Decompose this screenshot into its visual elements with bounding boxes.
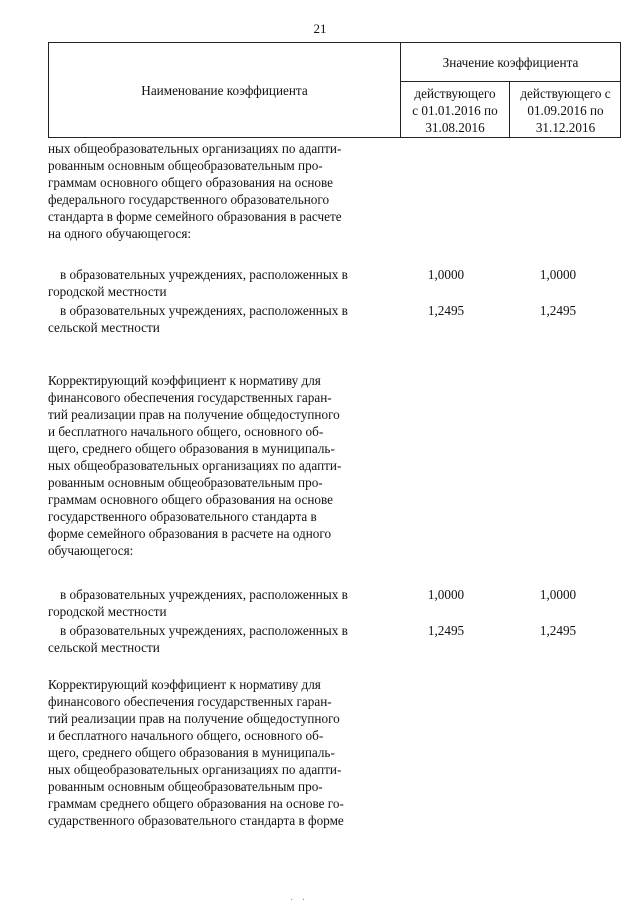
row-label-line: городской местности [48, 604, 167, 619]
period-2-line: 01.09.2016 по [527, 103, 604, 118]
text-line: Корректирующий коэффициент к нормативу для [48, 373, 321, 388]
text-line: финансового обеспечения государственных гаран- [48, 694, 332, 709]
period-1-line: 31.08.2016 [425, 120, 485, 135]
text-line: и бесплатного начального общего, основного об- [48, 424, 324, 439]
coefficient-description-1 [48, 140, 394, 242]
value-period-1: 1,0000 [427, 267, 465, 282]
value-period-1: 1,0000 [427, 587, 465, 602]
coefficient-value-header: Значение коэффициента [401, 43, 620, 82]
row-label-line: городской местности [48, 284, 167, 299]
period-2-line: действующего с [520, 86, 611, 101]
value-period-1: 1,2495 [427, 303, 465, 318]
row-label-line: сельской местности [48, 640, 160, 655]
text-line: рованным основным общеобразовательным про- [48, 475, 323, 490]
text-line: граммам среднего общего образования на основе го- [48, 796, 344, 811]
scan-specks: · · [290, 895, 309, 906]
text-line: финансового обеспечения государственных гаран- [48, 390, 332, 405]
value-period-2: 1,2495 [539, 303, 577, 318]
text-line: тий реализации прав на получение общедоступного [48, 711, 340, 726]
text-line: рованным основным общеобразовательным про- [48, 158, 323, 173]
row-label-line: в образовательных учреждениях, расположенных в [60, 267, 348, 282]
row-rural-2 [48, 622, 394, 656]
period-1-header [401, 82, 510, 137]
text-line: ных общеобразовательных организациях по адапти- [48, 141, 342, 156]
row-label-line: в образовательных учреждениях, расположенных в [60, 303, 348, 318]
value-period-2: 1,0000 [539, 267, 577, 282]
table-header [48, 42, 621, 138]
text-line: щего, среднего общего образования в муниципаль- [48, 441, 335, 456]
text-line: ных общеобразовательных организациях по адапти- [48, 458, 342, 473]
text-line: обучающегося: [48, 543, 134, 558]
period-2-header [511, 82, 620, 137]
coefficient-description-2 [48, 372, 394, 559]
value-period-2: 1,0000 [539, 587, 577, 602]
text-line: государственного образовательного стандарта в [48, 509, 317, 524]
text-line: сударственного образовательного стандарта в форме [48, 813, 344, 828]
period-2-line: 31.12.2016 [535, 120, 596, 135]
period-1-line: действующего [414, 86, 496, 101]
value-period-1: 1,2495 [427, 623, 465, 638]
value-period-2: 1,2495 [539, 623, 577, 638]
text-line: граммам основного общего образования на основе [48, 175, 334, 190]
coefficient-description-3 [48, 676, 394, 829]
text-line: на одного обучающегося: [48, 226, 192, 241]
text-line: ных общеобразовательных организациях по адапти- [48, 762, 342, 777]
row-label-line: в образовательных учреждениях, расположенных в [60, 623, 348, 638]
row-label-line: в образовательных учреждениях, расположенных в [60, 587, 348, 602]
coefficient-name-header: Наименование коэффициента [49, 43, 401, 137]
page-number: 21 [313, 21, 327, 36]
text-line: форме семейного образования в расчете на одного [48, 526, 332, 541]
text-line: граммам основного общего образования на основе [48, 492, 334, 507]
text-line: стандарта в форме семейного образования в расчете [48, 209, 342, 224]
text-line: рованным основным общеобразовательным про- [48, 779, 323, 794]
text-line: щего, среднего общего образования в муниципаль- [48, 745, 335, 760]
text-line: тий реализации прав на получение общедоступного [48, 407, 340, 422]
text-line: и бесплатного начального общего, основного об- [48, 728, 324, 743]
text-line: Корректирующий коэффициент к нормативу для [48, 677, 321, 692]
text-line: федерального государственного образовательного [48, 192, 330, 207]
period-1-line: с 01.01.2016 по [412, 103, 498, 118]
row-rural-1 [48, 302, 394, 336]
row-urban-1 [48, 266, 394, 300]
row-urban-2 [48, 586, 394, 620]
row-label-line: сельской местности [48, 320, 160, 335]
